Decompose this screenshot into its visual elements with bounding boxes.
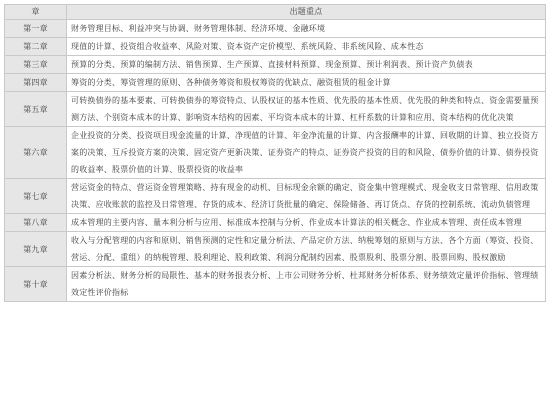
focus-cell: 因素分析法、财务分析的局限性、基本的财务报表分析、上市公司财务分析、杜邦财务分析体系、财务绩效定量评价指标、管理绩效定性评价指标 [67, 267, 546, 302]
focus-cell: 成本管理的主要内容、量本利分析与应用、标准成本控制与分析、作业成本计算法的相关概念、作业成本管理、责任成本管理 [67, 214, 546, 232]
chapter-cell: 第五章 [5, 92, 67, 127]
chapter-cell: 第八章 [5, 214, 67, 232]
table-row [5, 232, 546, 267]
chapter-cell: 第十章 [5, 267, 67, 302]
focus-cell: 营运资金的特点、营运资金管理策略、持有现金的动机、目标现金余额的确定、资金集中管理模式、现金收支日常管理、信用政策决策、应收账款的监控及日常管理、存货的成本、经济订货批量的确定、保险储备、再订货点、存货的控制系统、流动负债管理 [67, 179, 546, 214]
chapter-cell: 第二章 [5, 38, 67, 56]
exam-focus-table [4, 4, 546, 302]
focus-cell: 收入与分配管理的内容和原则、销售预测的定性和定量分析法、产品定价方法、纳税筹划的原则与方法、各个方面（筹资、投资、营运、分配、重组）的纳税管理、股利理论、股利政策、利润分配制约因素、股票股利、股票分割、股票回购、股权激励 [67, 232, 546, 267]
table-row [5, 179, 546, 214]
table-row [5, 56, 546, 74]
focus-cell: 预算的分类、预算的编制方法、销售预算、生产预算、直接材料预算、现金预算、预计利润表、预计资产负债表 [67, 56, 546, 74]
focus-cell: 企业投资的分类、投资项目现金流量的计算、净现值的计算、年金净流量的计算、内含报酬率的计算、回收期的计算、独立投资方案的决策、互斥投资方案的决策、固定资产更新决策、证券资产的特点、证券资产投资的目的和风险、债券价值的计算、债券投资的收益率、股票价值的计算、股票投资的收益率 [67, 127, 546, 179]
focus-cell: 现值的计算、投资组合收益率、风险对策、资本资产定价模型、系统风险、非系统风险、成本性态 [67, 38, 546, 56]
table-row [5, 74, 546, 92]
chapter-cell: 第一章 [5, 20, 67, 38]
header-focus: 出题重点 [67, 5, 546, 20]
table-header-row [5, 5, 546, 20]
focus-cell: 可转换债券的基本要素、可转换债券的筹资特点、认股权证的基本性质、优先股的基本性质、优先股的种类和特点、资金需要量预测方法、个别资本成本的计算、影响资本结构的因素、平均资本成本的计算、杠杆系数的计算和应用、资本结构的优化决策 [67, 92, 546, 127]
table-row [5, 92, 546, 127]
chapter-cell: 第六章 [5, 127, 67, 179]
table-row [5, 214, 546, 232]
table-row [5, 127, 546, 179]
table-row [5, 20, 546, 38]
table-row [5, 267, 546, 302]
focus-cell: 筹资的分类、筹资管理的原则、各种债务筹资和股权筹资的优缺点、融资租赁的租金计算 [67, 74, 546, 92]
chapter-cell: 第三章 [5, 56, 67, 74]
header-chapter: 章 [5, 5, 67, 20]
chapter-cell: 第九章 [5, 232, 67, 267]
chapter-cell: 第四章 [5, 74, 67, 92]
focus-cell: 财务管理目标、利益冲突与协调、财务管理体制、经济环境、金融环境 [67, 20, 546, 38]
chapter-cell: 第七章 [5, 179, 67, 214]
table-row [5, 38, 546, 56]
